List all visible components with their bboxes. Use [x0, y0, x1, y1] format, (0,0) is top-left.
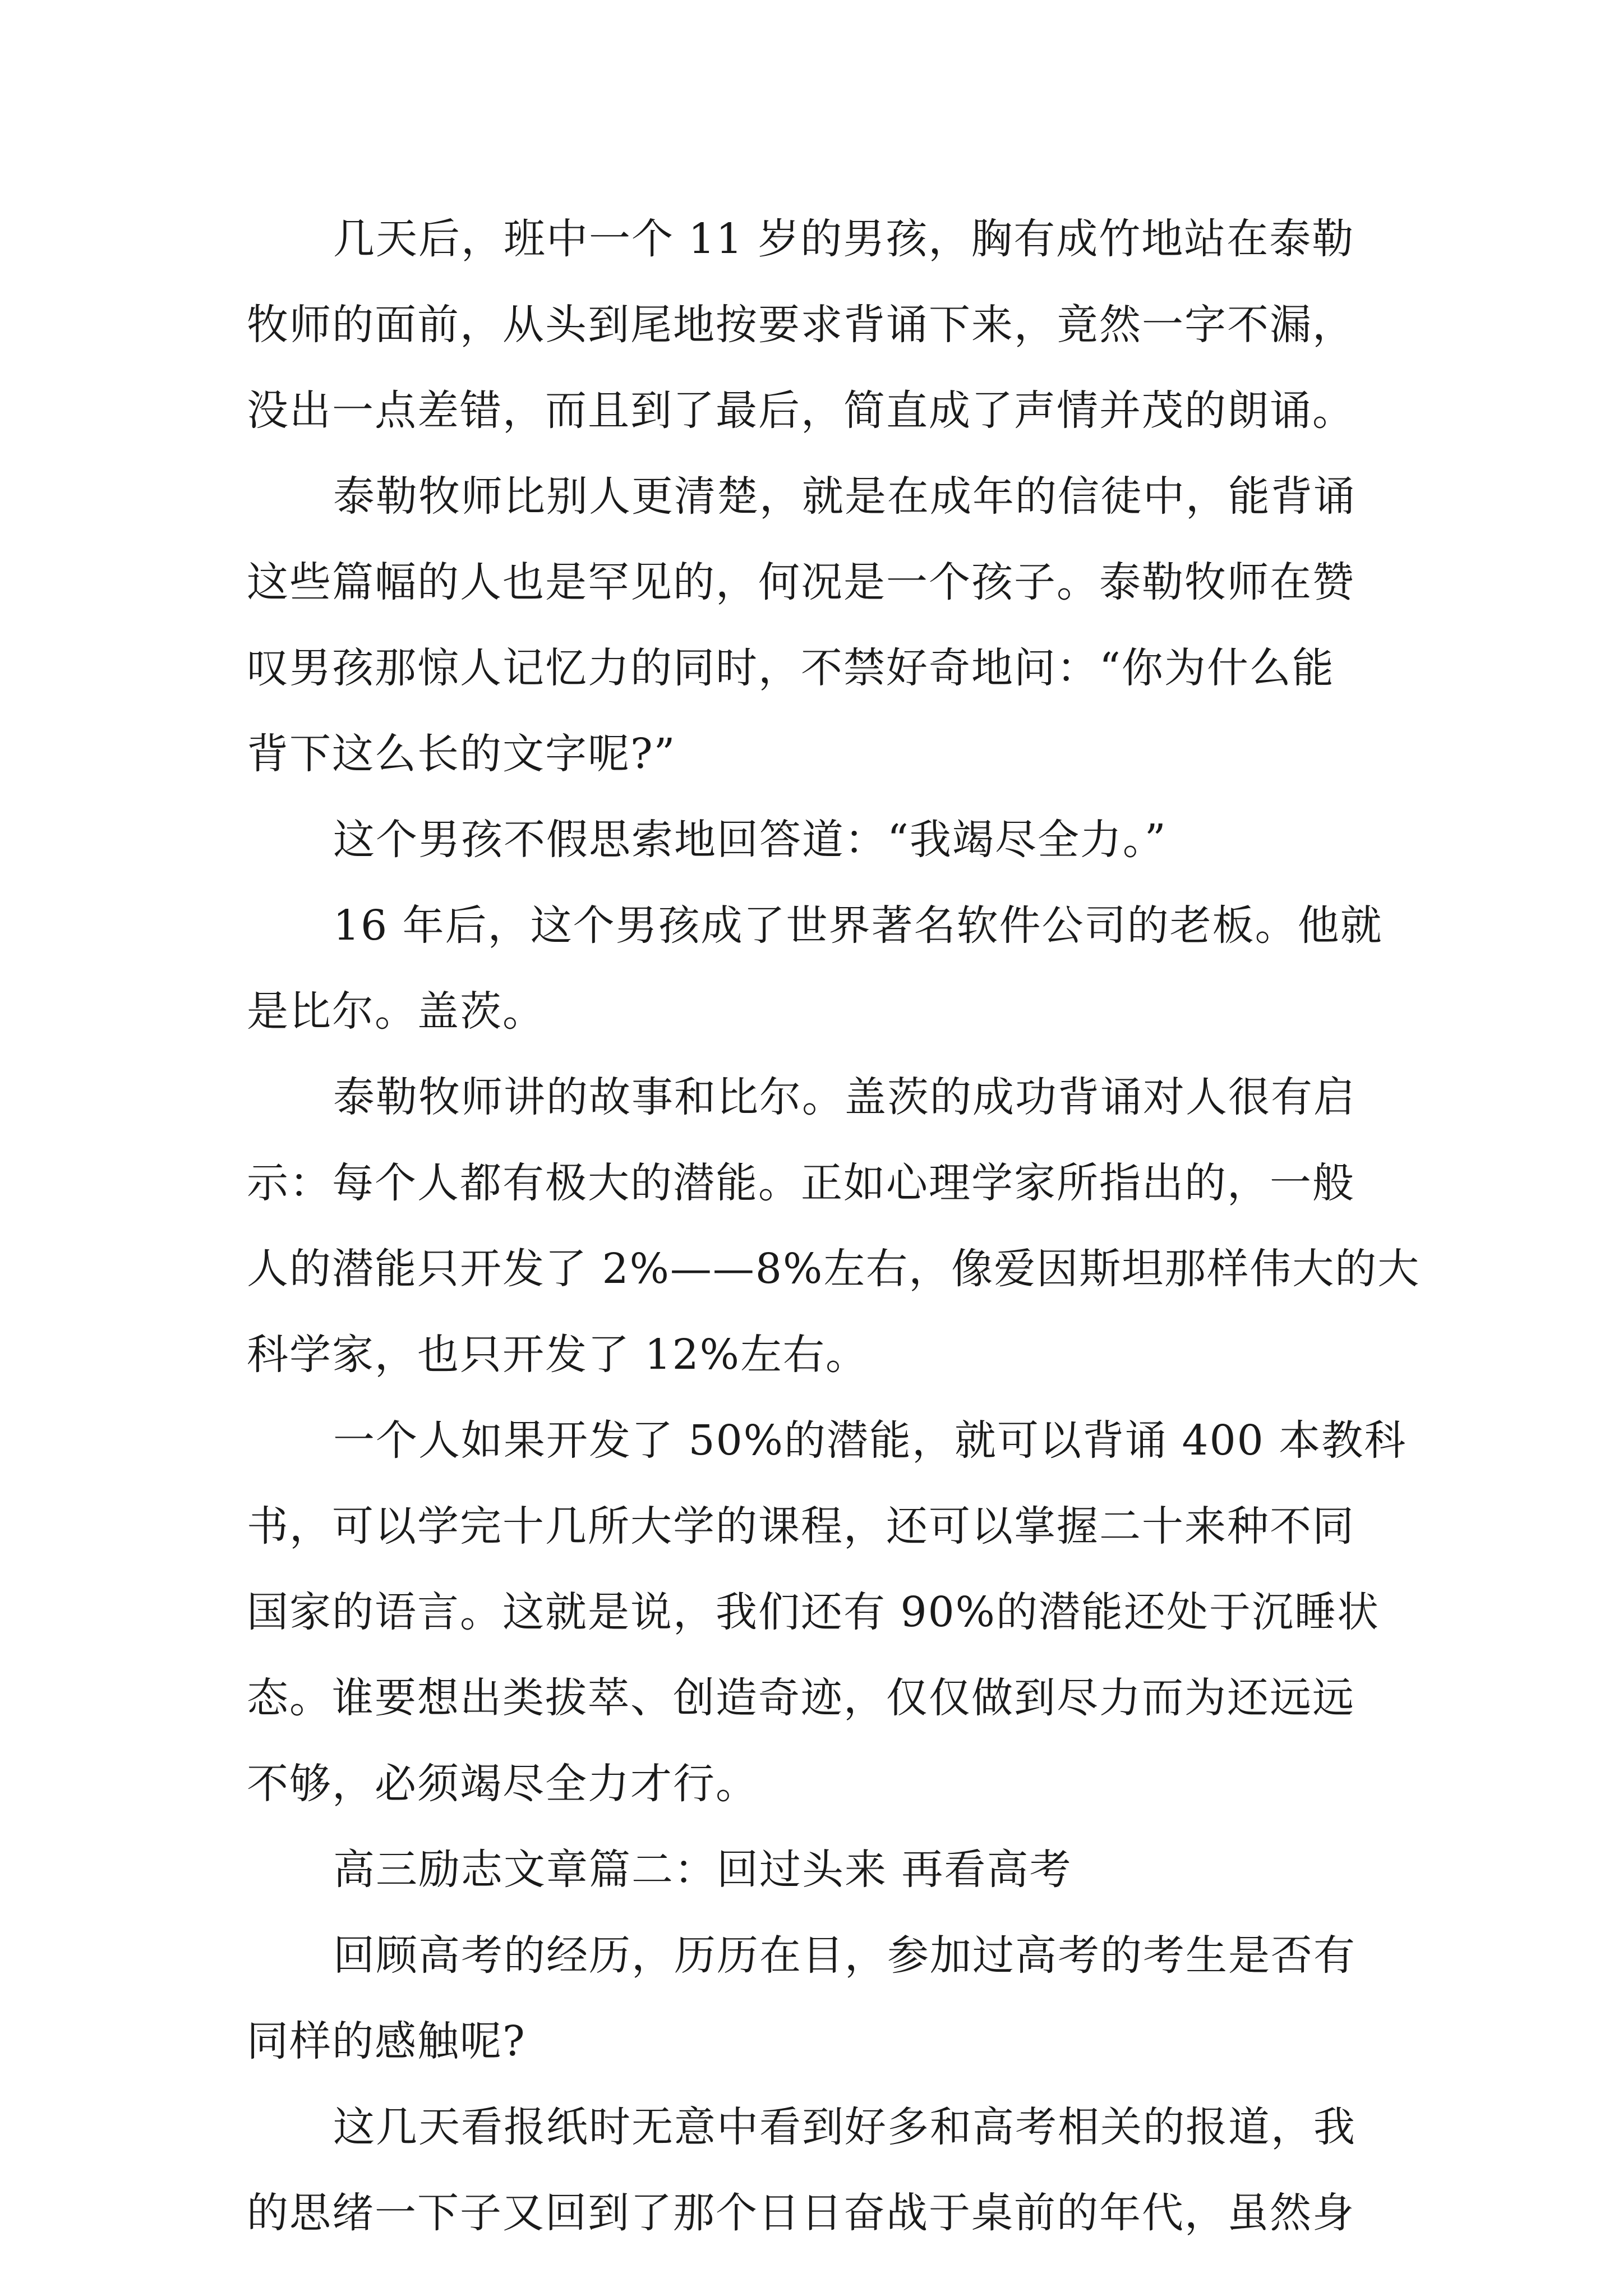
- text-line: 科学家，也只开发了 12%左右。: [247, 1331, 868, 1379]
- text-line: 这几天看报纸时无意中看到好多和高考相关的报道，我: [333, 2103, 1356, 2151]
- text-line: 泰勒牧师比别人更清楚，就是在成年的信徒中，能背诵: [333, 472, 1356, 521]
- document-body: [247, 196, 1421, 2256]
- text-line: 背下这么长的文字呢?”: [247, 730, 676, 778]
- text-line: 没出一点差错，而且到了最后，简直成了声情并茂的朗诵。: [247, 386, 1355, 435]
- text-line: 国家的语言。这就是说，我们还有 90%的潜能还处于沉睡状: [247, 1588, 1380, 1636]
- text-line: 泰勒牧师讲的故事和比尔。盖茨的成功背诵对人很有启: [333, 1073, 1356, 1121]
- text-line: 叹男孩那惊人记忆力的同时，不禁好奇地问：“你为什么能: [247, 644, 1335, 692]
- text-line: 这些篇幅的人也是罕见的，何况是一个孩子。泰勒牧师在赞: [247, 558, 1355, 606]
- text-line: 同样的感触呢?: [247, 2017, 526, 2065]
- text-line: 态。谁要想出类拔萃、创造奇迹，仅仅做到尽力而为还远远: [247, 1674, 1355, 1722]
- text-line: 这个男孩不假思索地回答道：“我竭尽全力。”: [333, 816, 1167, 864]
- text-line: 回顾高考的经历，历历在目，参加过高考的考生是否有: [333, 1931, 1356, 1980]
- section-heading: 高三励志文章篇二：回过头来 再看高考: [333, 1846, 1072, 1894]
- text-line: 书，可以学完十几所大学的课程，还可以掌握二十来种不同: [247, 1502, 1355, 1550]
- text-line: 一个人如果开发了 50%的潜能，就可以背诵 400 本教科: [333, 1416, 1407, 1465]
- text-line: 不够，必须竭尽全力才行。: [247, 1760, 758, 1808]
- text-line: 人的潜能只开发了 2%——8%左右，像爱因斯坦那样伟大的大: [247, 1245, 1421, 1293]
- text-line: 几天后，班中一个 11 岁的男孩，胸有成竹地站在泰勒: [333, 215, 1355, 263]
- text-line: 牧师的面前，从头到尾地按要求背诵下来，竟然一字不漏，: [247, 301, 1355, 349]
- text-line: 示：每个人都有极大的潜能。正如心理学家所指出的，一般: [247, 1159, 1355, 1207]
- text-line: 16 年后，这个男孩成了世界著名软件公司的老板。他就: [333, 901, 1383, 950]
- text-line: 是比尔。盖茨。: [247, 987, 545, 1036]
- text-line: 的思绪一下子又回到了那个日日奋战于桌前的年代，虽然身: [247, 2189, 1355, 2237]
